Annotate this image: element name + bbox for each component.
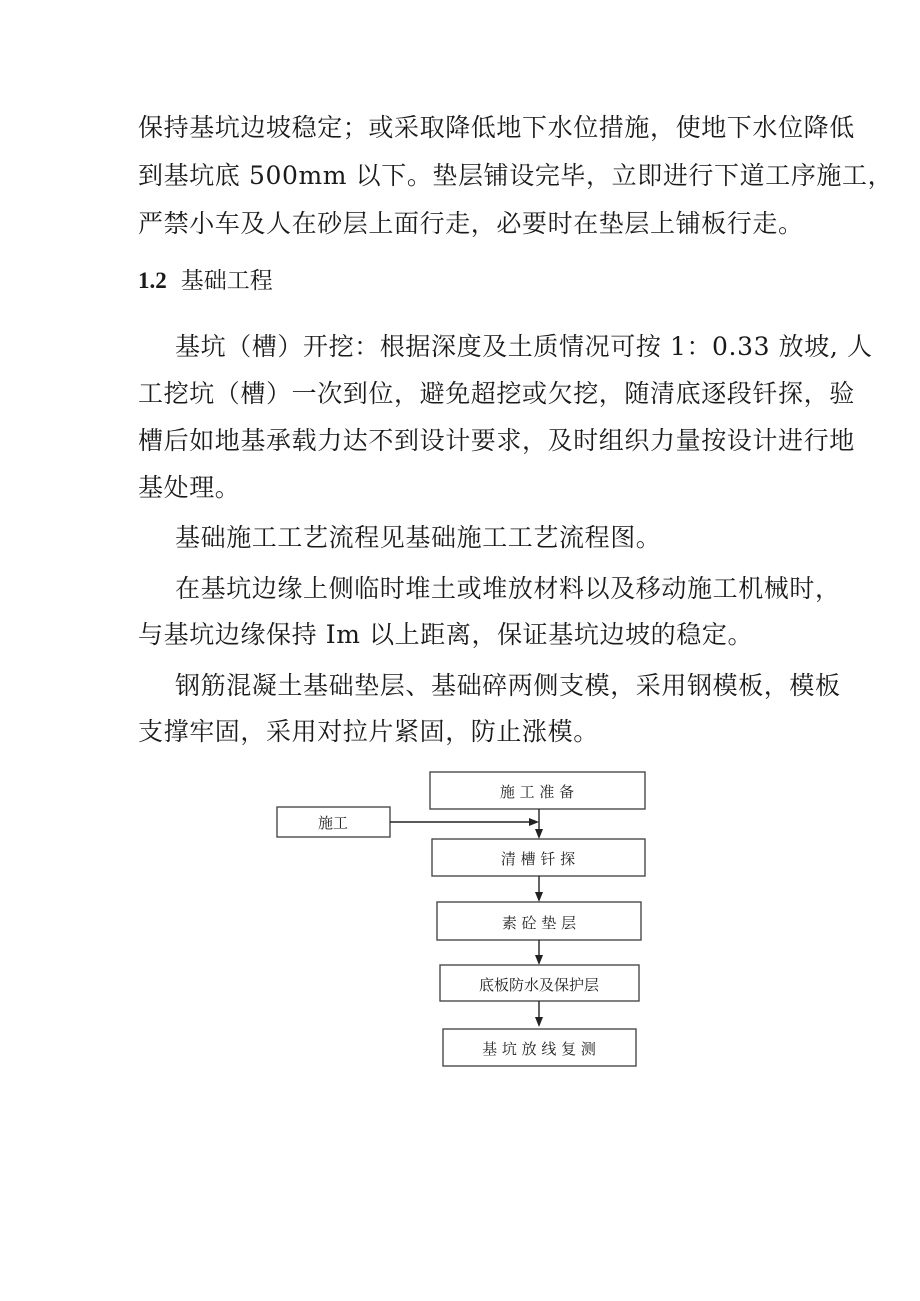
- flowchart-side-box-label: 施工: [317, 814, 349, 832]
- paragraph-2-line-2: 工挖坑（槽）一次到位，避免超挖或欠挖，随清底逐段钎探，验: [138, 379, 855, 408]
- paragraph-2-line-3: 槽后如地基承载力达不到设计要求，及时组织力量按设计进行地: [138, 426, 855, 455]
- flowchart-arrowhead-4: [535, 1017, 543, 1027]
- flowchart-step-1-label: 施 工 准 备: [499, 783, 575, 801]
- flowchart-arrowhead-2: [535, 892, 543, 902]
- section-number: 1.2: [138, 268, 167, 293]
- paragraph-5-line-1: 钢筋混凝土基础垫层、基础碎两侧支模，采用钢模板，模板: [175, 671, 841, 700]
- flowchart-step-4-label: 底板防水及保护层: [478, 976, 600, 994]
- flowchart-step-2-label: 清 槽 钎 探: [500, 850, 576, 868]
- paragraph-2-line-1: 基坑（槽）开挖：根据深度及土质情况可按 1：0.33 放坡, 人: [175, 332, 873, 361]
- section-title: 基础工程: [180, 268, 273, 294]
- paragraph-4-line-2: 与基坑边缘保持 Im 以上距离，保证基坑边坡的稳定。: [138, 620, 754, 649]
- paragraph-5-line-2: 支撑牢固，采用对拉片紧固，防止涨模。: [138, 717, 599, 746]
- paragraph-1-line-1: 保持基坑边坡稳定；或采取降低地下水位措施，使地下水位降低: [138, 113, 855, 142]
- flowchart-side-arrowhead: [529, 818, 539, 826]
- flowchart-arrowhead-1: [535, 829, 543, 839]
- paragraph-1-line-2: 到基坑底 500mm 以下。垫层铺设完毕，立即进行下道工序施工，: [138, 161, 894, 190]
- flowchart-step-5-label: 基 坑 放 线 复 测: [482, 1040, 596, 1058]
- paragraph-3-line-1: 基础施工工艺流程见基础施工工艺流程图。: [175, 523, 662, 552]
- paragraph-1-line-3: 严禁小车及人在砂层上面行走，必要时在垫层上铺板行走。: [138, 209, 804, 238]
- flowchart-arrowhead-3: [535, 955, 543, 965]
- paragraph-2-line-4: 基处理。: [138, 473, 241, 502]
- flowchart-step-3-label: 素 砼 垫 层: [501, 914, 577, 932]
- paragraph-4-line-1: 在基坑边缘上侧临时堆土或堆放材料以及移动施工机械时，: [175, 574, 841, 603]
